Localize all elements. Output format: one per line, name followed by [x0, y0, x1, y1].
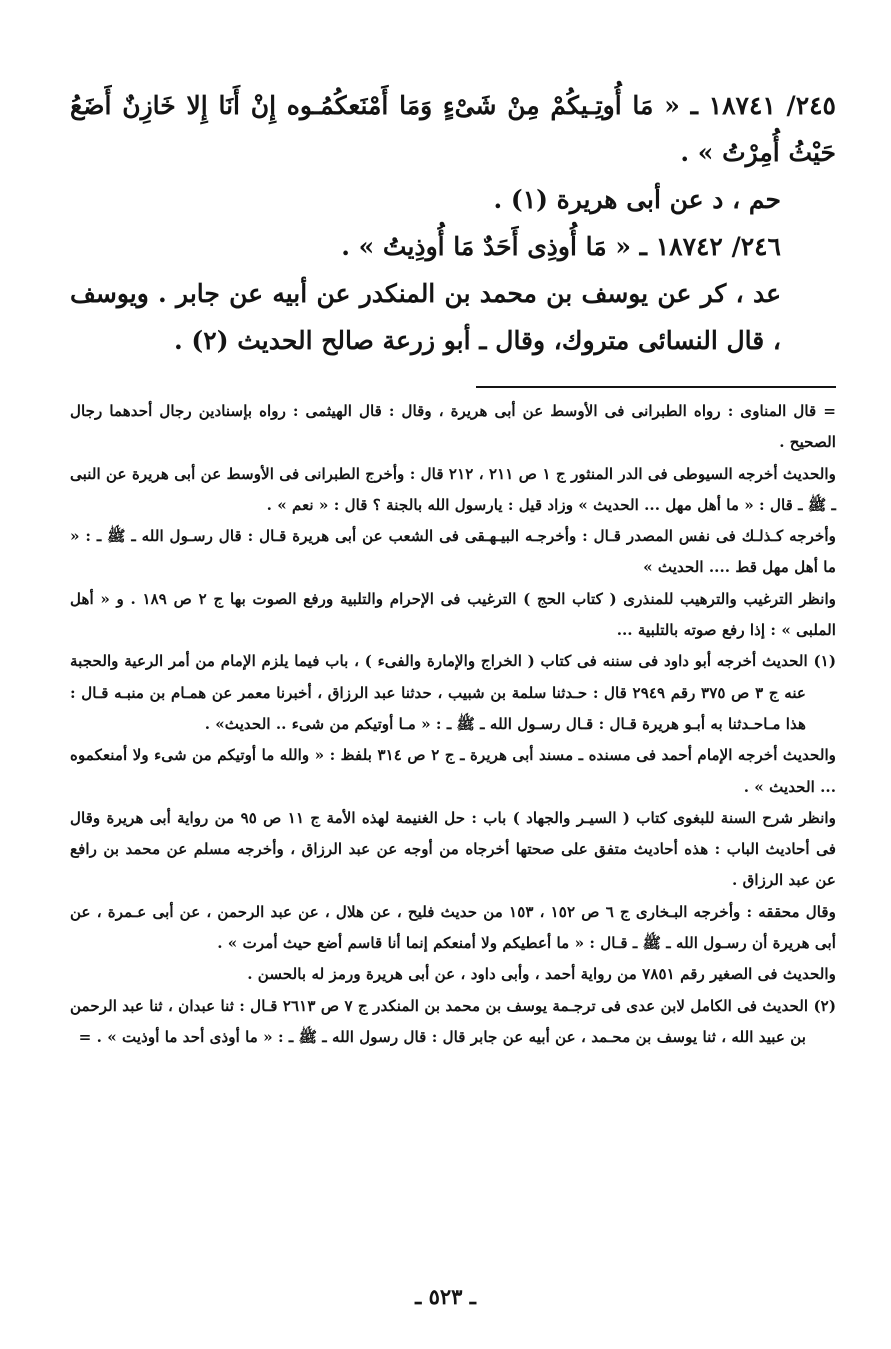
hadith-246-source: عد ، كر عن يوسف بن محمد بن المنكدر عن أبيه عن جابر . ويوسف ، قال النسائى متروك، وقال ـ أبو زرعة صالح الحديث (٢) .: [70, 279, 781, 355]
footnote-paragraph: والحديث فى الصغير رقم ٧٨٥١ من رواية أحمد ، وأبى داود ، عن أبى هريرة ورمز له بالحسن .: [247, 965, 836, 984]
hadith-245-source: حم ، د عن أبى هريرة (١) .: [493, 185, 781, 214]
footnote-1: (١) الحديث أخرجه أبو داود فى سننه فى كتاب ( الخراج والإمارة والفىء ) ، باب فيما يلزم الإمام من أمر الرعية والحجبة عنه ج ٣ ص ٣٧٥ رقم ٢٩٤٩ قال : حـدثنا سلمة بن شبيب ، حدثنا عبد الرزاق ، أخبرنا معمر عن همـام بن منبـه قـال : هذا مـاحـدثنا به أبـو هريرة قـال : قـال رسـول الله ـ ﷺ ـ : « مـا أوتيكم من شىء .. الحديث» .: [70, 652, 836, 733]
footnote-2: (٢) الحديث فى الكامل لابن عدى فى ترجـمة يوسف بن محمد بن المنكدر ج ٧ ص ٢٦١٣ قـال : ثنا عبدان ، ثنا عبد الرحمن بن عبيد الله ، ثنا يوسف بن محـمد ، عن أبيه عن جابر قال : قال رسول الله ـ ﷺ ـ : « ما أوذى أحد ما أوذيت » . =: [70, 996, 836, 1046]
hadith-246-text: ٢٤٦/ ١٨٧٤٢ ـ « مَا أُوذِى أَحَدٌ مَا أُوذِيتُ » .: [341, 232, 781, 261]
footnote-paragraph: والحديث أخرجه السيوطى فى الدر المنثور ج ١ ص ٢١١ ، ٢١٢ قال : وأخرج الطبرانى فى الأوسط عن أبى هريرة عن النبى ـ ﷺ ـ قال : « ما أهل مهل ... الحديث » وزاد قيل : يارسول الله بالجنة ؟ قال : « نعم » .: [70, 464, 836, 514]
footnote-paragraph: وأخرجه كـذلـك فى نفس المصدر قـال : وأخرجـه البيـهـقى فى الشعب عن أبى هريرة قـال : قال رسـول الله ـ ﷺ ـ : « ما أهل مهل قط .... الحديث »: [70, 527, 836, 577]
footnote-paragraph: = قال المناوى : رواه الطبرانى فى الأوسط عن أبى هريرة ، وقال : قال الهيثمى : رواه بإسنادين رجال أحدهما رجال الصحيح .: [70, 402, 836, 452]
page-number: ـ ٥٢٣ ـ: [415, 1284, 476, 1309]
footnote-paragraph: وقال محققه : وأخرجه البـخارى ج ٦ ص ١٥٢ ، ١٥٣ من حديث فليح ، عن هلال ، عن عبد الرحمن ، عن أبى عـمرة ، عن أبى هريرة أن رسـول الله ـ ﷺ ـ قـال : « ما أعطيكم ولا أمنعكم إنما أنا قاسم أضع حيث أمرت » .: [70, 902, 836, 953]
footnote-paragraph: وانظر شرح السنة للبغوى كتاب ( السيـر والجهاد ) باب : حل الغنيمة لهذه الأمة ج ١١ ص ٩٥ من رواية أبى هريرة وقال فى أحاديث الباب : هذه أحاديث متفق على صحتها أخرجاه من أوجه عن عبد الرزاق ، وأخرجه مسلم عن محمد بن رافع عن عبد الرزاق .: [70, 808, 836, 890]
footnotes: [70, 396, 836, 1053]
footnote-separator: [476, 386, 836, 388]
footnote-paragraph: وانظر الترغيب والترهيب للمنذرى ( كتاب الحج ) الترغيب فى الإحرام والتلبية ورفع الصوت بها ج ٢ ص ١٨٩ . و « أهل الملبى » : إذا رفع صوته بالتلبية ...: [70, 589, 837, 640]
main-text: [70, 82, 836, 364]
footnote-paragraph: والحديث أخرجه الإمام أحمد فى مسنده ـ مسند أبى هريرة ـ ج ٢ ص ٣١٤ بلفظ : « والله ما أوتيكم من شىء ولا أمنعكموه ... الحديث » .: [70, 746, 836, 796]
hadith-245-text: ٢٤٥/ ١٨٧٤١ ـ « مَا أُوتِـيكُمْ مِنْ شَىْءٍ وَمَا أَمْنَعكُمُـوه إِنْ أَنَا إِلا خَازِنٌ أَضَعُ حَيْثُ أُمِرْتُ » .: [70, 91, 836, 167]
